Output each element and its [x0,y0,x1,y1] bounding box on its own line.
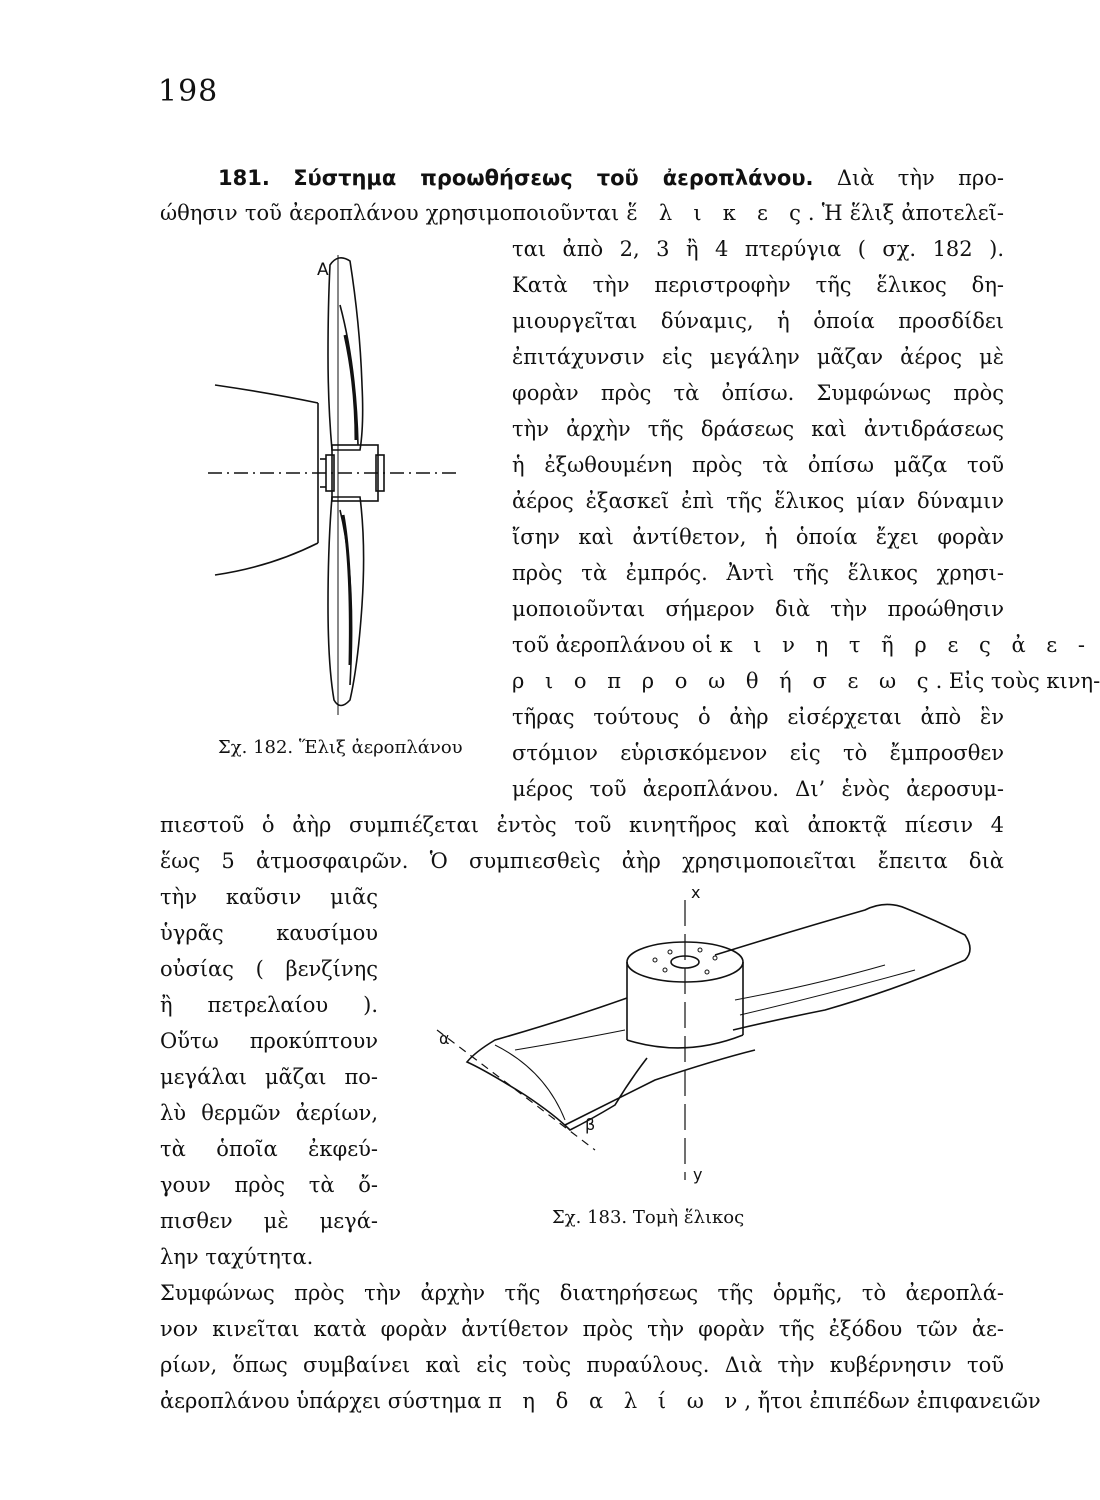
label-y: y [693,1165,703,1184]
text-line: ρίων, ὅπως συμβαίνει καὶ εἰς τοὺς πυραύλους. Διὰ τὴν κυβέρνησιν τοῦ [160,1353,1004,1377]
text-line [160,1383,1041,1419]
text-line: ται ἀπὸ 2, 3 ἢ 4 πτερύγια ( σχ. 182 ). [512,237,1004,261]
text-line: μιουργεῖται δύναμις, ἡ ὁποία προσδίδει [512,309,1004,333]
text-line: Συμφώνως πρὸς τὴν ἀρχὴν τῆς διατηρήσεως τῆς ὁρμῆς, τὸ ἀεροπλά- [160,1281,1004,1305]
text-line: στόμιον εὑρισκόμενον εἰς τὸ ἔμπροσθεν [512,741,1004,765]
section-heading-line [218,160,1004,196]
text-line: μέρος τοῦ ἀεροπλάνου. Δι’ ἑνὸς ἀεροσυμ- [512,777,1004,801]
spaced-term: κ ι ν η τ ῆ ρ ε ς ἀ ε - [719,633,1092,657]
text-line: γουν πρὸς τὰ ὄ- [160,1173,378,1197]
figure-182-caption: Σχ. 182. Ἕλιξ ἀεροπλάνου [218,737,463,758]
text-fragment: . Ἡ ἕλιξ ἀποτελεῖ- [807,201,1004,225]
text-fragment: ἀεροπλάνου ὑπάρχει σύστημα [160,1389,482,1413]
text-line: Κατὰ τὴν περιστροφὴν τῆς ἕλικος δη- [512,273,1004,297]
text-line: μεγάλαι μᾶζαι πο- [160,1065,378,1089]
text-line: Διὰ τὴν προ- [836,166,1004,190]
text-line: ἀέρος ἐξασκεῖ ἐπὶ τῆς ἕλικος μίαν δύναμιν [512,489,1004,513]
text-line: πρὸς τὰ ἐμπρός. Ἀντὶ τῆς ἕλικος χρησι- [512,561,1004,585]
text-line [512,663,1100,699]
text-fragment: . Εἰς τοὺς κινη- [935,669,1100,693]
text-line: νον κινεῖται κατὰ φορὰν ἀντίθετον πρὸς τὴν φορὰν τῆς ἐξόδου τῶν ἀε- [160,1317,1004,1341]
propeller-figure-182 [200,245,470,725]
text-line: ὑγρᾶς καυσίμου [160,921,378,945]
spaced-term: ἕ λ ι κ ε ς [626,201,808,225]
text-line: ἴσην καὶ ἀντίθετον, ἡ ὁποία ἔχει φορὰν [512,525,1004,549]
section-title: Σύστημα προωθήσεως τοῦ ἀεροπλάνου. [293,166,814,190]
label-x: x [691,883,701,902]
text-line: ἡ ἐξωθουμένη πρὸς τὰ ὀπίσω μᾶζα τοῦ [512,453,1004,477]
text-line: ἕως 5 ἀτμοσφαιρῶν. Ὁ συμπιεσθεὶς ἀὴρ χρησιμοποιεῖται ἔπειτα διὰ [160,849,1004,873]
text-line [160,195,1004,231]
spaced-term: ρ ι ο π ρ ο ω θ ή σ ε ω ς [512,669,936,693]
text-line: Οὕτω προκύπτουν [160,1029,378,1053]
text-line: πιεστοῦ ὁ ἀὴρ συμπιέζεται ἐντὸς τοῦ κινητῆρος καὶ ἀποκτᾷ πίεσιν 4 [160,813,1004,837]
figure-183-caption: Σχ. 183. Τομὴ ἕλικος [552,1207,745,1228]
text-line: πισθεν μὲ μεγά- [160,1209,378,1233]
text-fragment: , ἤτοι ἐπιπέδων ἐπιφανειῶν [744,1389,1041,1413]
section-number: 181. [218,166,270,190]
text-line: μοποιοῦνται σήμερον διὰ τὴν προώθησιν [512,597,1004,621]
text-line: τὴν ἀρχὴν τῆς δράσεως καὶ ἀντιδράσεως [512,417,1004,441]
text-fragment: τοῦ ἀεροπλάνου οἱ [512,633,713,657]
text-line [512,627,1092,663]
text-line: λην ταχύτητα. [160,1245,314,1269]
label-a: A [317,260,329,280]
propeller-section-figure-183 [415,880,975,1200]
text-line: οὐσίας ( βενζίνης [160,957,378,981]
page-number: 198 [158,74,219,109]
label-alpha: α [439,1029,450,1048]
text-line: τὴν καῦσιν μιᾶς [160,885,378,909]
text-line: τὰ ὁποῖα ἐκφεύ- [160,1137,378,1161]
text-line: τῆρας τούτους ὁ ἀὴρ εἰσέρχεται ἀπὸ ἓν [512,705,1004,729]
text-line: ἐπιτάχυνσιν εἰς μεγάλην μᾶζαν ἀέρος μὲ [512,345,1004,369]
text-line: φορὰν πρὸς τὰ ὀπίσω. Συμφώνως πρὸς [512,381,1004,405]
text-line: ἢ πετρελαίου ). [160,993,378,1017]
text-line: λὺ θερμῶν ἀερίων, [160,1101,378,1125]
label-beta: β [585,1115,596,1134]
text-fragment: ώθησιν τοῦ ἀεροπλάνου χρησιμοποιοῦνται [160,201,620,225]
spaced-term: π η δ α λ ί ω ν [487,1389,745,1413]
